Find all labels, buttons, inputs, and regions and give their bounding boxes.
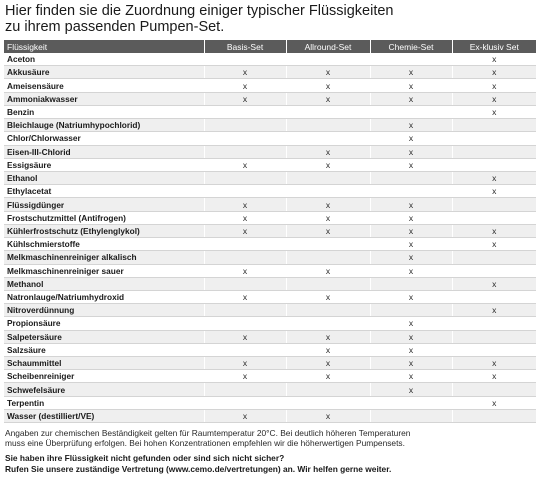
set-compat-cell: x — [286, 330, 370, 343]
table-row — [4, 211, 536, 224]
fluid-name: Salzsäure — [4, 343, 204, 356]
set-compat-cell — [204, 105, 286, 118]
set-compat-cell — [370, 53, 452, 66]
set-compat-cell: x — [286, 158, 370, 171]
fluid-name: Ethylacetat — [4, 185, 204, 198]
set-compat-cell: x — [204, 198, 286, 211]
fluid-name: Bleichlauge (Natriumhypochlorid) — [4, 119, 204, 132]
set-compat-cell — [286, 383, 370, 396]
header-fluid: Flüssigkeit — [4, 40, 204, 53]
set-compat-cell — [204, 396, 286, 409]
set-compat-cell — [452, 145, 536, 158]
set-compat-cell: x — [452, 224, 536, 237]
fluid-name: Kühlerfrostschutz (Ethylenglykol) — [4, 224, 204, 237]
set-compat-cell — [452, 343, 536, 356]
set-compat-cell: x — [204, 357, 286, 370]
set-compat-cell: x — [370, 330, 452, 343]
set-compat-cell — [452, 211, 536, 224]
fluid-name: Scheibenreiniger — [4, 370, 204, 383]
set-compat-cell — [286, 304, 370, 317]
set-compat-cell: x — [370, 224, 452, 237]
set-compat-cell: x — [286, 79, 370, 92]
fluid-name: Terpentin — [4, 396, 204, 409]
set-compat-cell — [286, 251, 370, 264]
set-compat-cell — [452, 383, 536, 396]
title-line-2: zu ihrem passenden Pumpen-Set. — [5, 19, 225, 35]
set-compat-cell: x — [370, 119, 452, 132]
set-compat-cell: x — [370, 264, 452, 277]
set-compat-cell — [452, 317, 536, 330]
temperature-note — [5, 428, 536, 448]
set-compat-cell: x — [286, 145, 370, 158]
fluid-name: Schaummittel — [4, 357, 204, 370]
table-header-row — [4, 40, 536, 53]
set-compat-cell — [204, 132, 286, 145]
set-compat-cell: x — [370, 132, 452, 145]
set-compat-cell: x — [204, 370, 286, 383]
fluid-name: Ammoniakwasser — [4, 92, 204, 105]
title-line-1: Hier finden sie die Zuordnung einiger typischer Flüssigkeiten — [5, 3, 394, 19]
table-row — [4, 224, 536, 237]
set-compat-cell — [452, 264, 536, 277]
table-row — [4, 370, 536, 383]
fluid-name: Wasser (destilliert/VE) — [4, 409, 204, 422]
set-compat-cell: x — [370, 251, 452, 264]
set-compat-cell: x — [370, 211, 452, 224]
table-row — [4, 158, 536, 171]
table-row — [4, 198, 536, 211]
set-compat-cell: x — [452, 171, 536, 184]
set-compat-cell — [370, 409, 452, 422]
set-compat-cell: x — [452, 92, 536, 105]
set-compat-cell — [452, 198, 536, 211]
fluid-name: Salpetersäure — [4, 330, 204, 343]
set-compat-cell: x — [370, 198, 452, 211]
table-row — [4, 409, 536, 422]
fluid-name: Ethanol — [4, 171, 204, 184]
fluid-name: Propionsäure — [4, 317, 204, 330]
table-row — [4, 277, 536, 290]
table-row — [4, 132, 536, 145]
set-compat-cell: x — [452, 105, 536, 118]
table-row — [4, 105, 536, 118]
set-compat-cell — [286, 171, 370, 184]
table-row — [4, 357, 536, 370]
set-compat-cell: x — [286, 409, 370, 422]
contact-callout — [5, 453, 536, 474]
set-compat-cell: x — [204, 158, 286, 171]
set-compat-cell: x — [370, 92, 452, 105]
set-compat-cell: x — [370, 370, 452, 383]
fluid-name: Benzin — [4, 105, 204, 118]
fluid-name: Nitroverdünnung — [4, 304, 204, 317]
set-compat-cell: x — [452, 277, 536, 290]
table-row — [4, 396, 536, 409]
set-compat-cell: x — [370, 238, 452, 251]
table-row — [4, 79, 536, 92]
table-row — [4, 304, 536, 317]
fluid-name: Methanol — [4, 277, 204, 290]
set-compat-cell: x — [452, 370, 536, 383]
fluid-name: Schwefelsäure — [4, 383, 204, 396]
page-title — [5, 3, 536, 35]
set-compat-cell — [370, 304, 452, 317]
set-compat-cell — [204, 343, 286, 356]
fluid-name: Melkmaschinenreiniger sauer — [4, 264, 204, 277]
set-compat-cell — [370, 185, 452, 198]
set-compat-cell: x — [452, 66, 536, 79]
fluid-name: Akkusäure — [4, 66, 204, 79]
set-compat-cell: x — [286, 211, 370, 224]
set-compat-cell — [286, 53, 370, 66]
set-compat-cell — [286, 238, 370, 251]
table-row — [4, 145, 536, 158]
table-row — [4, 119, 536, 132]
set-compat-cell: x — [452, 79, 536, 92]
set-compat-cell — [204, 119, 286, 132]
set-compat-cell: x — [370, 383, 452, 396]
header-allround-set: Allround-Set — [286, 40, 370, 53]
set-compat-cell: x — [204, 264, 286, 277]
set-compat-cell: x — [204, 79, 286, 92]
set-compat-cell — [452, 158, 536, 171]
set-compat-cell — [286, 105, 370, 118]
set-compat-cell: x — [204, 92, 286, 105]
table-row — [4, 185, 536, 198]
table-row — [4, 53, 536, 66]
table-row — [4, 92, 536, 105]
set-compat-cell — [204, 251, 286, 264]
table-row — [4, 264, 536, 277]
set-compat-cell — [204, 277, 286, 290]
cta-line-1: Sie haben ihre Flüssigkeit nicht gefunden oder sind sich nicht sicher? — [5, 453, 285, 464]
set-compat-cell — [204, 238, 286, 251]
set-compat-cell — [452, 409, 536, 422]
set-compat-cell: x — [370, 343, 452, 356]
set-compat-cell: x — [370, 317, 452, 330]
set-compat-cell — [286, 317, 370, 330]
set-compat-cell: x — [370, 158, 452, 171]
set-compat-cell: x — [286, 370, 370, 383]
fluid-name: Frostschutzmittel (Antifrogen) — [4, 211, 204, 224]
cta-line-2: Rufen Sie unsere zuständige Vertretung (www.cemo.de/vertretungen) an. Wir helfen gerne weiter. — [5, 463, 392, 474]
set-compat-cell: x — [370, 357, 452, 370]
fluid-name: Eisen-III-Chlorid — [4, 145, 204, 158]
set-compat-cell — [286, 277, 370, 290]
fluid-name: Aceton — [4, 53, 204, 66]
set-compat-cell — [452, 119, 536, 132]
set-compat-cell: x — [452, 357, 536, 370]
set-compat-cell — [204, 171, 286, 184]
set-compat-cell — [204, 145, 286, 158]
set-compat-cell: x — [370, 79, 452, 92]
set-compat-cell: x — [452, 396, 536, 409]
set-compat-cell — [370, 105, 452, 118]
set-compat-cell — [204, 185, 286, 198]
set-compat-cell — [204, 317, 286, 330]
fluid-name: Essigsäure — [4, 158, 204, 171]
compatibility-table — [4, 40, 536, 423]
set-compat-cell: x — [204, 224, 286, 237]
header-chemie-set: Chemie-Set — [370, 40, 452, 53]
table-row — [4, 317, 536, 330]
set-compat-cell: x — [286, 357, 370, 370]
fluid-compatibility-page — [4, 0, 536, 474]
set-compat-cell — [204, 383, 286, 396]
set-compat-cell — [204, 53, 286, 66]
fluid-name: Ameisensäure — [4, 79, 204, 92]
set-compat-cell: x — [204, 409, 286, 422]
set-compat-cell — [286, 119, 370, 132]
fluid-name: Flüssigdünger — [4, 198, 204, 211]
table-row — [4, 290, 536, 303]
set-compat-cell — [286, 132, 370, 145]
table-row — [4, 330, 536, 343]
header-basis-set: Basis-Set — [204, 40, 286, 53]
set-compat-cell — [452, 132, 536, 145]
set-compat-cell: x — [452, 53, 536, 66]
set-compat-cell: x — [286, 66, 370, 79]
set-compat-cell: x — [452, 185, 536, 198]
header-exklusiv-set: Ex-klusiv Set — [452, 40, 536, 53]
set-compat-cell: x — [452, 238, 536, 251]
set-compat-cell: x — [286, 343, 370, 356]
set-compat-cell — [286, 396, 370, 409]
set-compat-cell — [204, 304, 286, 317]
table-row — [4, 343, 536, 356]
set-compat-cell: x — [204, 290, 286, 303]
note-line-2: muss eine Überprüfung erfolgen. Bei hohen Konzentrationen empfehlen wir die höherwertigen Pumpensets. — [5, 438, 405, 449]
set-compat-cell: x — [204, 66, 286, 79]
set-compat-cell: x — [204, 211, 286, 224]
table-row — [4, 66, 536, 79]
set-compat-cell — [286, 185, 370, 198]
note-line-1: Angaben zur chemischen Beständigkeit gelten für Raumtemperatur 20°C. Bei deutlich höheren Temperaturen — [5, 428, 411, 439]
set-compat-cell — [452, 251, 536, 264]
table-row — [4, 238, 536, 251]
fluid-name: Natronlauge/Natriumhydroxid — [4, 290, 204, 303]
set-compat-cell: x — [370, 66, 452, 79]
fluid-name: Melkmaschinenreiniger alkalisch — [4, 251, 204, 264]
set-compat-cell — [370, 171, 452, 184]
set-compat-cell: x — [286, 290, 370, 303]
table-row — [4, 383, 536, 396]
table-row — [4, 251, 536, 264]
table-body — [4, 53, 536, 423]
fluid-name: Chlor/Chlorwasser — [4, 132, 204, 145]
set-compat-cell: x — [452, 304, 536, 317]
table-row — [4, 171, 536, 184]
set-compat-cell — [370, 396, 452, 409]
set-compat-cell: x — [204, 330, 286, 343]
set-compat-cell: x — [286, 224, 370, 237]
set-compat-cell — [370, 277, 452, 290]
fluid-name: Kühlschmierstoffe — [4, 238, 204, 251]
set-compat-cell: x — [286, 264, 370, 277]
set-compat-cell — [452, 290, 536, 303]
set-compat-cell: x — [370, 145, 452, 158]
set-compat-cell: x — [286, 198, 370, 211]
set-compat-cell: x — [370, 290, 452, 303]
set-compat-cell: x — [286, 92, 370, 105]
set-compat-cell — [452, 330, 536, 343]
